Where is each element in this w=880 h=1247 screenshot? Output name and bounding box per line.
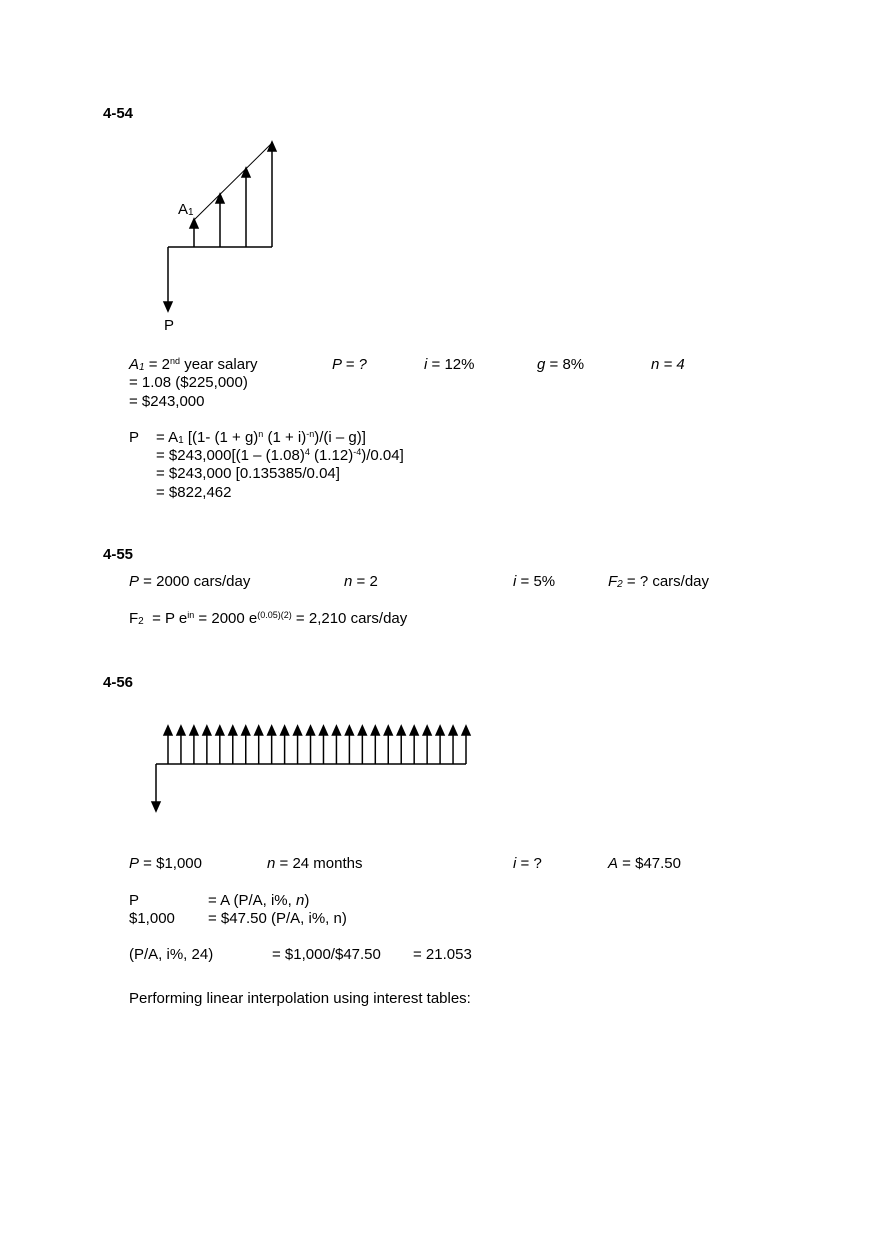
calc-line: = 1.08 ($225,000) <box>129 374 248 391</box>
eq1-lhs: P <box>129 892 140 909</box>
label-p: P <box>164 317 175 334</box>
given-i: i = 12% <box>424 356 475 373</box>
up-arrow-icon <box>319 726 327 735</box>
formula-line: = $243,000 [0.135385/0.04] <box>156 465 340 482</box>
up-arrow-icon <box>410 726 418 735</box>
up-arrow-icon <box>164 726 172 735</box>
up-arrow-icon <box>216 726 224 735</box>
formula-line: = $A_1$ [(1- $(1 + g)^n$ $(1 + i)^{-n})/(i - g)$] <box>156 429 366 446</box>
eq1-rhs: = A (P/A, i%, n) <box>208 892 310 909</box>
up-arrow-icon <box>268 726 276 735</box>
eq2-lhs: $1,000 <box>129 910 175 927</box>
given-f: $F_2$ = ? cars/day <box>608 573 710 590</box>
up-arrow-icon <box>307 726 315 735</box>
down-arrow-icon <box>152 802 160 811</box>
up-arrow-icon <box>345 726 353 735</box>
note: Performing linear interpolation using interest tables: <box>129 990 471 1007</box>
up-arrow-icon <box>384 726 392 735</box>
formula-lhs: P <box>129 429 140 446</box>
given-n: n = 2 <box>344 573 378 590</box>
label-a1: $A_1$ <box>178 201 194 218</box>
problem-number: 4-55 <box>103 546 134 563</box>
given-n: n = 24 months <box>267 855 363 872</box>
up-arrow-icon <box>371 726 379 735</box>
given-p: P = 2000 cars/day <box>129 573 251 590</box>
eq3-mid: = $1,000/$47.50 <box>272 946 381 963</box>
formula-line: = $243,000[(1 – $(1.08)^4$ $(1.12)^{-4})/0.04$] <box>156 447 404 464</box>
up-arrow-icon <box>397 726 405 735</box>
given-a: A = $47.50 <box>608 855 681 872</box>
given-i: i = 5% <box>513 573 556 590</box>
problem-number: 4-54 <box>103 105 134 122</box>
up-arrow-icon <box>436 726 444 735</box>
up-arrow-icon <box>462 726 470 735</box>
up-arrow-icon <box>177 726 185 735</box>
given-n: n = 4 <box>651 356 685 373</box>
up-arrow-icon <box>203 726 211 735</box>
eq2-rhs: = $47.50 (P/A, i%, n) <box>208 910 347 927</box>
up-arrow-icon <box>190 726 198 735</box>
up-arrow-icon <box>358 726 366 735</box>
given-p: P = $1,000 <box>129 855 202 872</box>
eq3-rhs: = 21.053 <box>413 946 472 963</box>
up-arrow-icon <box>229 726 237 735</box>
up-arrow-icon <box>449 726 457 735</box>
problem-number: 4-56 <box>103 674 134 691</box>
calc-line: = $243,000 <box>129 393 205 410</box>
up-arrow-icon <box>242 726 250 735</box>
equation: $F_2 = P$ $e^{in} = 2000$ $e^{(0.05)(2)} = 2,210$ cars/day <box>129 610 408 627</box>
given-i: i = ? <box>513 855 542 872</box>
up-arrow-icon <box>281 726 289 735</box>
given-p: P = ? <box>332 356 367 373</box>
given-a1: $A_1 = 2nd$ year salary <box>129 356 258 373</box>
up-arrow-icon <box>332 726 340 735</box>
up-arrow-icon <box>255 726 263 735</box>
up-arrow-icon <box>423 726 431 735</box>
up-arrow-icon <box>294 726 302 735</box>
formula-result: = $822,462 <box>156 484 232 501</box>
eq3-lhs: (P/A, i%, 24) <box>129 946 214 963</box>
given-g: g = 8% <box>537 356 585 373</box>
